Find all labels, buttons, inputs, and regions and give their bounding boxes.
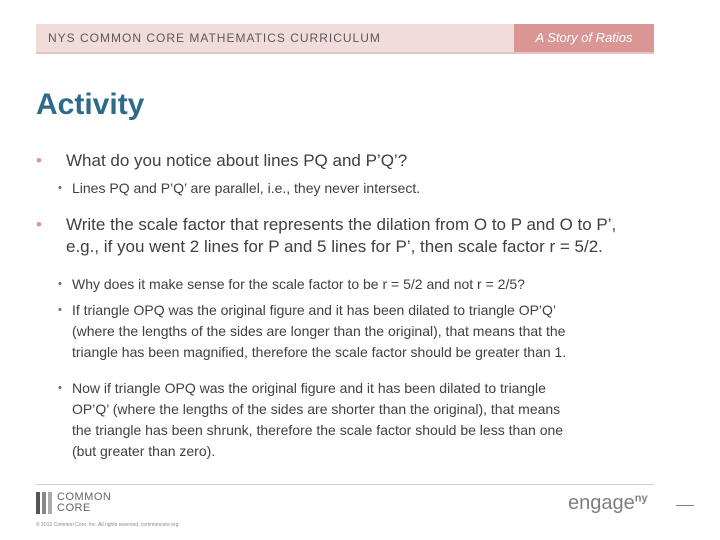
bullet-q1-sub: [36, 178, 676, 199]
bullet-text-line: Write the scale factor that represents the dilation from O to P and O to P’,: [66, 215, 617, 234]
bullet-q2: [36, 214, 676, 258]
module-label: A Story of Ratios: [514, 24, 654, 52]
bullet-dot-icon: •: [58, 382, 62, 394]
header-bar: [36, 24, 654, 54]
bullet-text-line: (where the lengths of the sides are longer than the original), that means that the: [72, 323, 566, 339]
common-core-bars-icon: [36, 492, 52, 514]
engageny-logo: [568, 492, 648, 515]
common-core-logo: [36, 492, 111, 514]
bullet-dot-icon: •: [36, 215, 42, 234]
bullet-q1: [36, 150, 676, 172]
bullet-text-line: the triangle has been shrunk, therefore the scale factor should be less than one: [72, 422, 564, 438]
cc-line1: COMMON: [57, 491, 112, 503]
bullet-text-line: (but greater than zero).: [72, 443, 216, 459]
bullet-dot-icon: •: [58, 278, 62, 290]
curriculum-label: NYS COMMON CORE MATHEMATICS CURRICULUM: [48, 31, 381, 45]
bullet-dot-icon: •: [58, 182, 62, 194]
bullet-text-line: Now if triangle OPQ was the original figure and it has been dilated to triangle: [72, 380, 546, 396]
copyright-text: © 2012 Common Core, Inc. All rights reserved. commoncore.org: [36, 522, 179, 528]
bullet-text: What do you notice about lines PQ and P’Q’?: [66, 151, 408, 170]
bullet-dot-icon: •: [58, 304, 62, 316]
bullet-text-line: OP’Q’ (where the lengths of the sides are shorter than the original), that means: [72, 401, 561, 417]
bullet-text-line: If triangle OPQ was the original figure and it has been dilated to triangle OP’Q’: [72, 302, 557, 318]
engage-rule: [676, 505, 694, 506]
content: [36, 150, 676, 467]
engage-sup: ny: [634, 492, 648, 505]
bullet-sub3: [36, 378, 676, 462]
page-title: Activity: [36, 88, 145, 121]
bullet-text-line: e.g., if you went 2 lines for P and 5 lines for P’, then scale factor r = 5/2.: [66, 237, 603, 256]
bullet-dot-icon: •: [36, 151, 42, 170]
bullet-text-line: triangle has been magnified, therefore the scale factor should be greater than 1.: [72, 344, 567, 360]
engage-text: engage: [568, 492, 635, 514]
bullet-sub2: [36, 300, 676, 363]
bullet-sub1: [36, 274, 676, 295]
footer-divider: [36, 484, 654, 485]
bullet-text: Lines PQ and P’Q’ are parallel, i.e., they never intersect.: [72, 180, 421, 196]
cc-line2: CORE: [57, 502, 91, 514]
bullet-text: Why does it make sense for the scale factor to be r = 5/2 and not r = 2/5?: [72, 276, 525, 292]
